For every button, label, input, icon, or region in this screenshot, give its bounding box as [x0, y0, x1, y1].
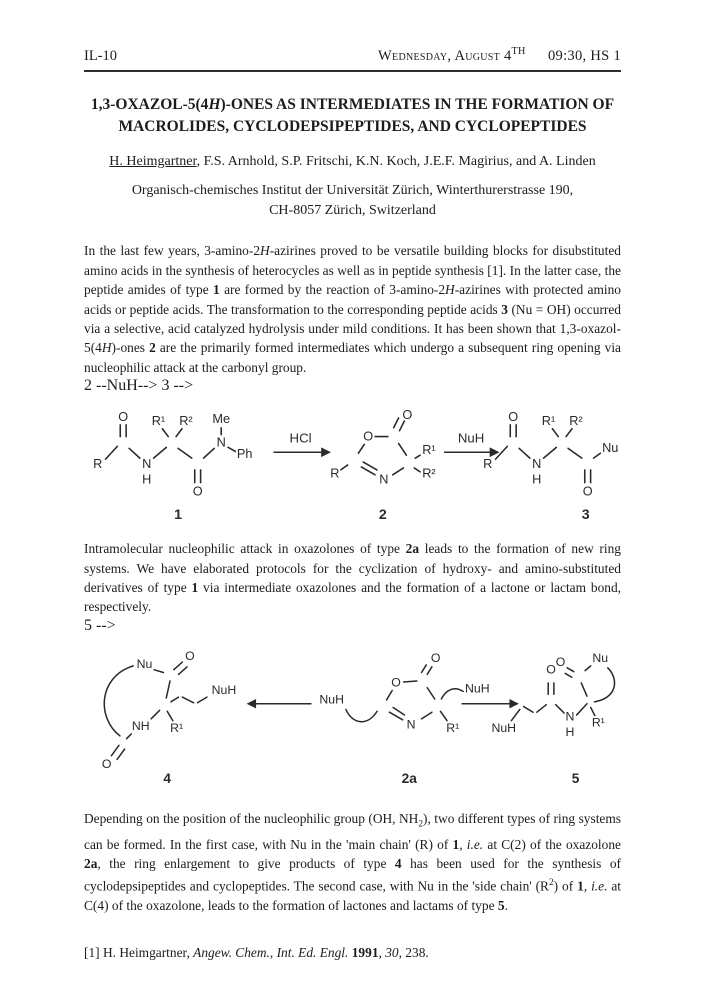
- atom-label-Ph: Ph: [236, 446, 253, 462]
- atom-label-H: H: [142, 471, 152, 487]
- atom-label-N: N: [142, 456, 152, 472]
- atom-label-Me: Me: [212, 411, 231, 427]
- reaction-arrow-right: [462, 699, 519, 708]
- structure-2: [330, 407, 435, 523]
- reaction-scheme-2: [84, 645, 621, 787]
- atom-label-O-chain: O: [546, 662, 556, 677]
- arrow-head-icon: [509, 699, 518, 708]
- paragraph-1: In the last few years, 3-amino-2H-azirines proved to be versatile building blocks for disubstituted amino acids in the synthesis of heterocycles as well as in peptide synthesis [1]. In the latter case, the peptide amides of type 1 are formed by the reaction of 3-amino-2H-azirines with protected amino acids or peptide acids. The transformation to the corresponding peptide acids 3 (Nu = OH) occurred via a selective, acid catalyzed hydrolysis under mild conditions. It has been shown that 1,3-oxazol-5(4H)-ones 2 are the primarily formed intermediates which undergo a subsequent ring opening via nucleophilic attack at the carbonyl group.: [84, 243, 621, 375]
- structure-4: [102, 649, 236, 786]
- atom-label-R: R: [93, 456, 103, 472]
- atom-label-O-exo: O: [430, 650, 441, 665]
- atom-label-O-ring: O: [363, 428, 374, 444]
- compound-label-1: 1: [174, 507, 183, 524]
- atom-label-R: R: [330, 465, 340, 481]
- atom-label-R1: R¹: [170, 720, 184, 735]
- atom-label-R1: R¹: [541, 413, 556, 429]
- reaction-arrow-nuh: [445, 431, 500, 458]
- compound-label-2a: 2a: [401, 770, 417, 786]
- affiliation-line-2: CH-8057 Zürich, Switzerland: [269, 203, 436, 219]
- atom-label-O-ring: O: [555, 654, 566, 669]
- reagent-label-nuh: NuH: [457, 430, 485, 446]
- atom-label-H: H: [565, 724, 575, 739]
- atom-label-N-ring: N: [406, 717, 416, 732]
- atom-label-Nu: Nu: [592, 650, 609, 665]
- atom-label-NuH-right: NuH: [465, 681, 490, 696]
- reaction-arrow-hcl: [274, 431, 331, 458]
- atom-label-N: N: [565, 709, 575, 724]
- session-code: IL-10: [84, 47, 118, 64]
- compound-label-4: 4: [163, 770, 172, 786]
- compound-label-2: 2: [378, 507, 387, 524]
- atom-label-NuH: NuH: [211, 683, 237, 698]
- atom-label-O: O: [582, 483, 593, 499]
- compound-label-5: 5: [571, 770, 580, 786]
- reaction-arrow-left: [247, 699, 311, 708]
- atom-label-R2: R²: [422, 465, 436, 481]
- page-header: [84, 46, 621, 72]
- atom-label-R: R: [483, 456, 493, 472]
- structure-3: [483, 409, 618, 523]
- paragraph-2: Intramolecular nucleophilic attack in oxazolones of type 2a leads to the formation of new ring systems. We have elaborated protocols for the cyclization of hydroxy- and amino-substituted derivatives of type 1 via intermediate oxazolones and the formation of a lactone or lactam bond, respectively.: [84, 541, 622, 615]
- atom-label-NH: NH: [131, 719, 150, 734]
- atom-label-R2: R²: [569, 413, 583, 429]
- reaction-scheme-1: [84, 407, 621, 523]
- author-list: H. Heimgartner, F.S. Arnhold, S.P. Fritschi, K.N. Koch, J.E.F. Magirius, and A. Linden: [109, 153, 596, 169]
- structure-1: [93, 409, 252, 523]
- atom-label-O: O: [185, 649, 195, 664]
- atom-label-O-ring: O: [391, 675, 401, 690]
- atom-label-N-ring: N: [379, 471, 389, 487]
- session-datetime: Wednesday, August 4TH 09:30, HS 1: [378, 46, 621, 64]
- atom-label-Nu: Nu: [602, 440, 619, 456]
- atom-label-O: O: [101, 756, 112, 771]
- paragraph-3: Depending on the position of the nucleophilic group (OH, $NH_2$), two different types of ring systems can be formed. In the first case, with Nu in the 'main chain' (R) of 1, i.e. at C(2) of the oxazolone 2a, the ring enlargement to give products of type 4 has been used for the synthesis of cyclodepsipeptides and cyclopeptides. The second case, with Nu in the 'side chain' $(R^2)$ of 1, i.e. at C(4) of the oxazolone, leads to the formation of lactones and lactams of type 5.: [84, 810, 622, 913]
- atom-label-R1: R¹: [591, 715, 605, 730]
- arrow-head-icon: [321, 448, 331, 458]
- affiliation: [84, 181, 621, 222]
- atom-label-NuH: NuH: [491, 720, 517, 735]
- affiliation-line-1: Organisch-chemisches Institut der Universität Zürich, Winterthurerstrasse 190,: [131, 182, 574, 198]
- atom-label-R1: R¹: [422, 442, 436, 458]
- atom-label-R1: R¹: [151, 413, 166, 429]
- reagent-label-hcl: HCl: [289, 430, 312, 446]
- atom-label-O: O: [192, 483, 203, 499]
- atom-label-N: N: [532, 456, 542, 472]
- paper-title: 1,3-OXAZOL-5(4H)-ONES AS INTERMEDIATES IN THE FORMATION OF MACROLIDES, CYCLODEPSIPEPTIDES, AND CYCLOPEPTIDES: [90, 95, 615, 136]
- atom-label-O-exo: O: [402, 407, 413, 423]
- atom-label-N: N: [216, 434, 226, 450]
- arrow-head-icon: [247, 699, 256, 708]
- atom-label-O: O: [118, 409, 129, 425]
- structure-5: [491, 651, 614, 786]
- compound-label-3: 3: [581, 507, 590, 524]
- atom-label-H: H: [532, 471, 542, 487]
- structure-2a: [319, 651, 489, 786]
- atom-label-R2: R²: [179, 413, 193, 429]
- atom-label-O: O: [508, 409, 519, 425]
- reference-1: [1] H. Heimgartner, Angew. Chem., Int. Ed. Engl. 1991, 30, 238.: [84, 945, 429, 960]
- atom-label-R1: R¹: [446, 720, 460, 735]
- page-content: IL-10 Wednesday, August 4TH 09:30, HS 1 1,3-OXAZOL-5(4H)-ONES AS INTERMEDIATES IN THE FORMATION OF MACROLIDES, CYCLODEPSIPEPTIDES, AND CYCLOPEPTIDES H. Heimgartner, F.S. Arnhold, S.P. Fritschi, K.N. Koch, J.E.F. Magirius, and A. Linden Organisch-chemisches Institut der Universität Zürich, Winterthurerstrasse 190, CH-8057 Zürich, Switzerland In the last few years, 3-amino-2H-azirines proved to be versatile building blocks for disubstituted amino acids in the synthesis of heterocycles as well as in peptide synthesis [1]. In the latter case, the peptide amides of type 1 are formed by the reaction of 3-amino-2H-azirines with protected amino acids or peptide acids. The transformation to the corresponding peptide acids 3 (Nu = OH) occurred via a selective, acid catalyzed hydrolysis under mild conditions. It has been shown that 1,3-oxazol-5(4H)-ones 2 are the primarily formed intermediates which undergo a subsequent ring opening via nucleophilic attack at the carbonyl group. 2 --NuH--> 3 --> R O N H R¹ R² O N Me Ph 1 HCl O N O R¹ R² R 2 NuH R O N H R¹ R² O Nu 3 Intramolecular nucleophilic attack in oxazolones of type 2a leads to the formation of new ring systems. We have elaborated protocols for the cyclization of hydroxy- and amino-substituted derivatives of type 1 via intermediate oxazolones and the formation of a lactone or lactam bond, respectively. 5 --> Nu O NuH R¹ NH O 4 NuH O O NuH N R¹ 2a O NuH N H R¹ O Nu 5 Depending on the position of the nucleophilic group (OH, $NH_2$), two different types of ring systems can be formed. In the first case, with Nu in the 'main chain' (R) of 1, i.e. at C(2) of the oxazolone 2a, the ring enlargement to give products of type 4 has been used for the synthesis of cyclodepsipeptides and cyclopeptides. The second case, with Nu in the 'side chain' $(R^2)$ of 1, i.e. at C(4) of the oxazolone, leads to the formation of lactones and lactams of type 5. [1] H. Heimgartner, Angew. Chem., Int. Ed. Engl. 1991, 30, 238.: [84, 46, 622, 960]
- atom-label-Nu: Nu: [136, 656, 153, 671]
- atom-label-NuH-left: NuH: [319, 692, 344, 707]
